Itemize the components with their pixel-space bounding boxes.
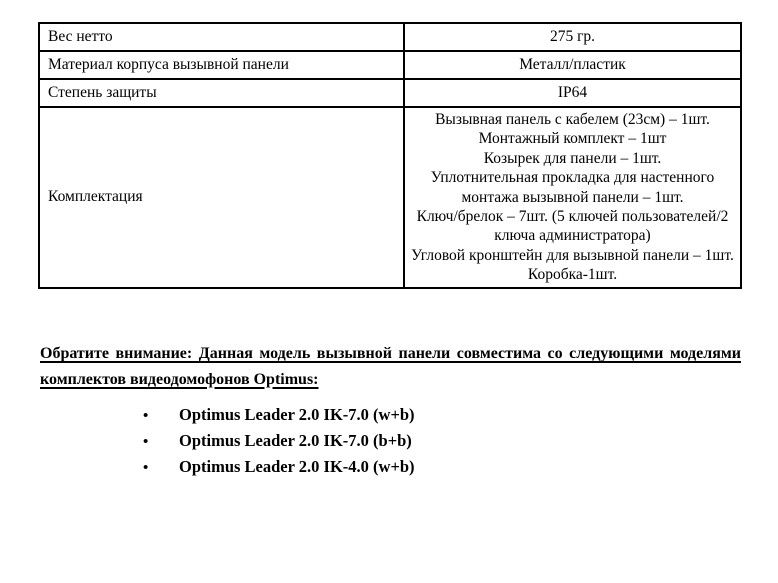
notice-paragraph: Обратите внимание: Данная модель вызывной панели совместима со следующими моделями комплектов видеодомофонов Optimus: [40,345,741,388]
list-item [143,406,415,425]
spec-value-line: IP64 [557,84,588,102]
compatible-models-list [143,406,415,484]
spec-value-line: Угловой кронштейн для вызывной панели – 1шт. [411,246,734,264]
table-row [39,79,741,107]
model-label: Optimus Leader 2.0 IK-7.0 (w+b) [179,405,415,424]
spec-label: Материал корпуса вызывной панели [39,51,404,79]
table-row [39,107,741,288]
spec-value-line: Ключ/брелок – 7шт. (5 ключей пользователей/2 ключа администратора) [416,208,729,245]
spec-label: Степень защиты [39,79,404,107]
list-item [143,432,415,451]
bullet-icon: • [143,434,149,450]
spec-value-line: Коробка-1шт. [527,266,618,284]
bullet-icon: • [143,408,149,424]
spec-table [38,22,742,289]
spec-label: Вес нетто [39,23,404,51]
spec-value [404,23,741,51]
list-item [143,458,415,477]
spec-value-line: Металл/пластик [519,56,626,74]
table-row [39,51,741,79]
spec-value-line: 275 гр. [549,28,596,46]
spec-value-line: Вызывная панель с кабелем (23см) – 1шт. [435,111,710,128]
model-label: Optimus Leader 2.0 IK-7.0 (b+b) [179,431,412,450]
model-label: Optimus Leader 2.0 IK-4.0 (w+b) [179,457,415,476]
bullet-icon: • [143,460,149,476]
spec-value [404,51,741,79]
spec-value-line: Монтажный комплект – 1шт [478,130,667,148]
table-row [39,23,741,51]
spec-table-body [39,23,741,288]
spec-value-line: Уплотнительная прокладка для настенного монтажа вызывной панели – 1шт. [430,169,715,206]
spec-value [404,107,741,288]
spec-value-line: Козырек для панели – 1шт. [483,149,662,167]
spec-value [404,79,741,107]
spec-label: Комплектация [39,107,404,288]
